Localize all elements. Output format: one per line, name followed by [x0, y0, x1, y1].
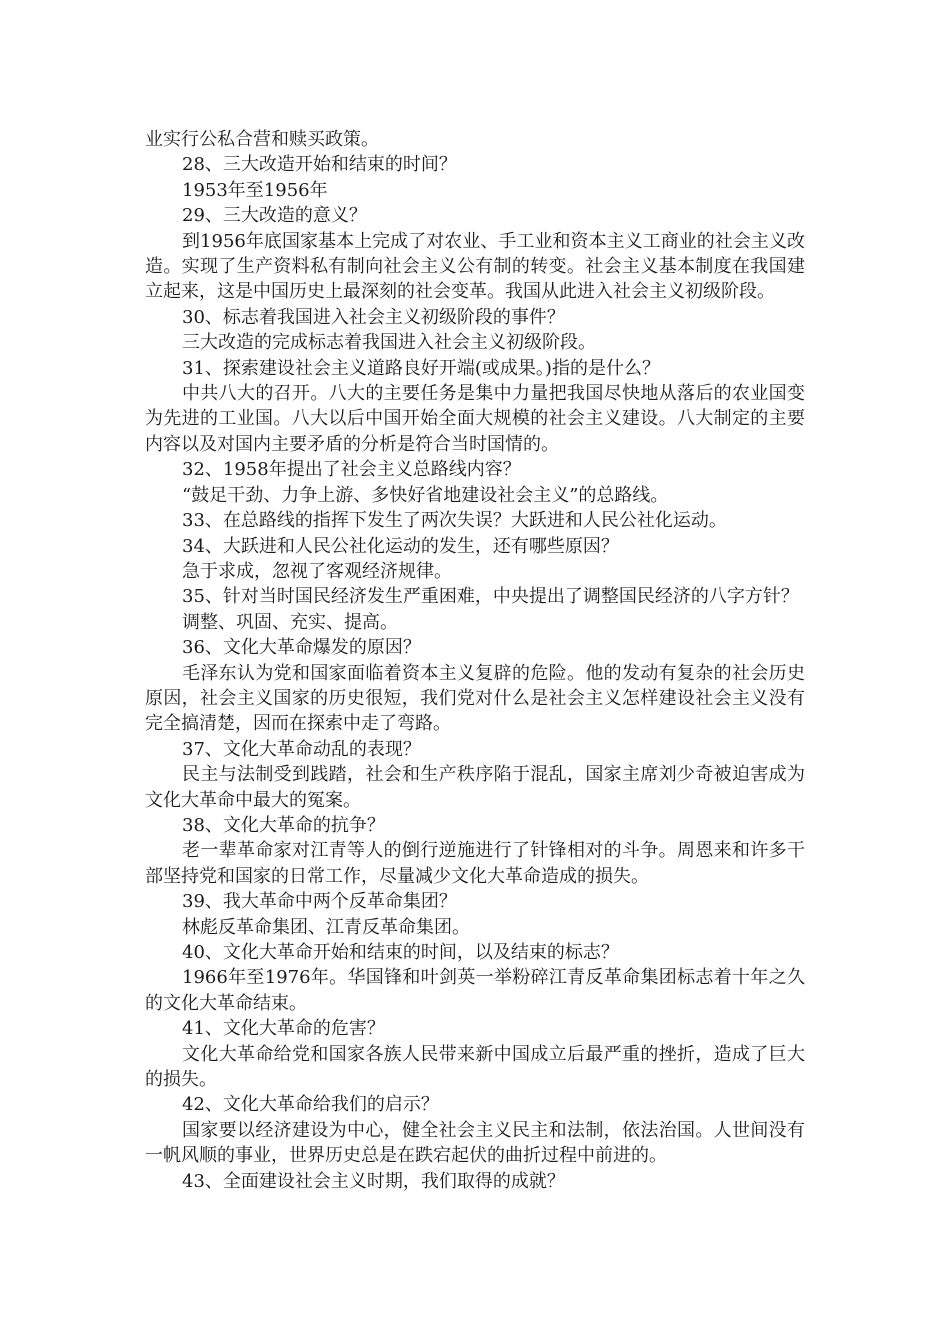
answer-30: 三大改造的完成标志着我国进入社会主义初级阶段。: [182, 332, 596, 354]
answer-34: 急于求成，忽视了客观经济规律。: [182, 560, 452, 582]
answer-42: 国家要以经济建设为中心，健全社会主义民主和法制，依法治国。人世间没有一帆风顺的事业，世界历史总是在跌宕起伏的曲折过程中前进的。: [145, 1119, 805, 1167]
question-34: 34、大跃进和人民公社化运动的发生，还有哪些原因？: [182, 535, 619, 557]
question-28: 28、三大改造开始和结束的时间？: [182, 154, 457, 176]
question-31: 31、探索建设社会主义道路良好开端(或成果。)指的是什么？: [182, 357, 660, 379]
answer-36: 毛泽东认为党和国家面临着资本主义复辟的危险。他的发动有复杂的社会历史原因，社会主义国家的历史很短，我们党对什么是社会主义怎样建设社会主义没有完全搞清楚，因而在探索中走了弯路。: [145, 662, 805, 735]
question-39: 39、我大革命中两个反革命集团？: [182, 891, 457, 913]
answer-29: 到1956年底国家基本上完成了对农业、手工业和资本主义工商业的社会主义改造。实现了生产资料私有制向社会主义公有制的转变。社会主义基本制度在我国建立起来，这是中国历史上最深刻的社会变革。我国从此进入社会主义初级阶段。: [145, 230, 805, 303]
question-37: 37、文化大革命动乱的表现？: [182, 738, 421, 760]
answer-41: 文化大革命给党和国家各族人民带来新中国成立后最严重的挫折，造成了巨大的损失。: [145, 1043, 805, 1091]
answer-37: 民主与法制受到践踏，社会和生产秩序陷于混乱，国家主席刘少奇被迫害成为文化大革命中最大的冤案。: [145, 764, 805, 811]
question-33: 33、在总路线的指挥下发生了两次失误？大跃进和人民公社化运动。: [182, 510, 727, 532]
question-30: 30、标志着我国进入社会主义初级阶段的事件？: [182, 306, 565, 328]
answer-35: 调整、巩固、充实、提高。: [182, 611, 398, 633]
answer-38: 老一辈革命家对江青等人的倒行逆施进行了针锋相对的斗争。周恩来和许多干部坚持党和国家的日常工作，尽量减少文化大革命造成的损失。: [145, 840, 805, 887]
paragraph-continuation: 业实行公私合营和赎买政策。: [145, 129, 379, 150]
answer-32: “鼓足干劲、力争上游、多快好省地建设社会主义”的总路线。: [182, 484, 669, 506]
answer-40: 1966年至1976年。华国锋和叶剑英一举粉碎江青反革命集团标志着十年之久的文化大革命结束。: [145, 967, 805, 1014]
question-42: 42、文化大革命给我们的启示？: [182, 1094, 439, 1116]
question-38: 38、文化大革命的抗争？: [182, 814, 385, 836]
question-41: 41、文化大革命的危害？: [182, 1018, 385, 1040]
answer-28: 1953年至1956年: [182, 179, 328, 201]
question-40: 40、文化大革命开始和结束的时间，以及结束的标志？: [182, 942, 619, 963]
question-43: 43、全面建设社会主义时期，我们取得的成就？: [182, 1170, 565, 1192]
question-36: 36、文化大革命爆发的原因？: [182, 637, 421, 659]
document-body: [145, 127, 805, 1194]
answer-31: 中共八大的召开。八大的主要任务是集中力量把我国尽快地从落后的农业国变为先进的工业国。八大以后中国开始全面大规模的社会主义建设。八大制定的主要内容以及对国内主要矛盾的分析是符合当时国情的。: [145, 383, 805, 455]
question-29: 29、三大改造的意义？: [182, 205, 367, 227]
question-32: 32、1958年提出了社会主义总路线内容？: [182, 459, 521, 481]
question-35: 35、针对当时国民经济发生严重困难，中央提出了调整国民经济的八字方针？: [182, 586, 799, 608]
answer-39: 林彪反革命集团、江青反革命集团。: [182, 916, 470, 938]
